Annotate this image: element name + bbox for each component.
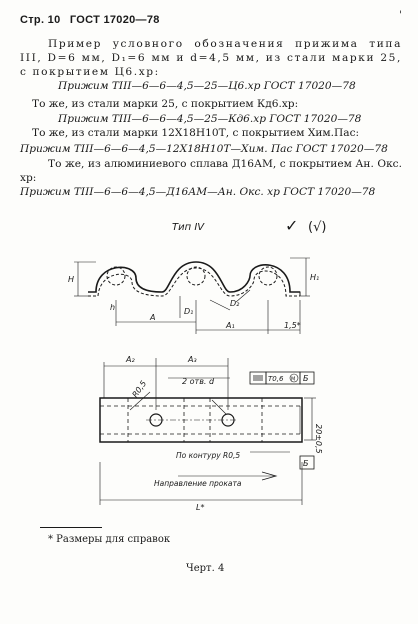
tolerance-value: T0,6 [268, 375, 284, 383]
datum-box-label: Б [303, 459, 309, 468]
paragraph-variant-4: То же, из алюминиевого сплава Д16АМ, с покрытием Ан. Окс. хр: [20, 158, 402, 184]
holes-note: 2 отв. d [182, 377, 215, 386]
dim-D1: D₁ [184, 307, 194, 316]
plan-hidden-lines [100, 398, 302, 442]
rolling-direction: Направление проката [154, 479, 242, 488]
roughness-note: (√) [308, 220, 327, 235]
contour-note: По контуру R0,5 [176, 451, 241, 460]
dim-1-5: 1,5* [284, 321, 301, 330]
dim-A: A [150, 313, 156, 322]
dim-A1: A₁ [226, 321, 235, 330]
dim-A3: A₃ [188, 355, 197, 364]
type-label: Тип IV [172, 222, 205, 233]
plan-outline [100, 398, 302, 442]
paragraph-variant-2: То же, из стали марки 25, с покрытием Кд6.хр: [32, 98, 299, 110]
dim-L: L* [196, 503, 205, 512]
roughness-mark: ✓ [285, 216, 299, 235]
designation-2: Прижим ТIII—6—6—4,5—25—Кд6.хр ГОСТ 17020—78 [58, 113, 362, 125]
dim-R: R0,5 [130, 379, 149, 400]
page-number: Стр. 10 [20, 14, 61, 26]
dim-A2: A₂ [126, 355, 135, 364]
footnote-rule [40, 527, 102, 528]
designation-3: Прижим ТIII—6—6—4,5—12Х18Н10Т—Хим. Пас ГОСТ 17020—78 [20, 143, 388, 155]
corner-mark: ' [399, 10, 402, 21]
paragraph-variant-3: То же, из стали марки 12Х18Н10Т, с покрытием Хим.Пас: [32, 127, 360, 139]
footnote: * Размеры для справок [48, 534, 171, 545]
tolerance-mod: M [291, 376, 296, 383]
designation-4: Прижим ТIII—6—6—4,5—Д16АМ—Ан. Окс. хр ГОСТ 17020—78 [20, 186, 376, 198]
clamp-profile [88, 262, 300, 296]
tolerance-datum: Б [303, 374, 309, 383]
dim-D2: D₂ [230, 299, 240, 308]
designation-1: Прижим ТIII—6—6—4,5—25—Ц6.хр ГОСТ 17020—78 [58, 80, 356, 92]
dim-H1: H₁ [310, 273, 320, 282]
standard-code: ГОСТ 17020—78 [69, 14, 160, 26]
dim-width: 20±0,5 [314, 424, 323, 454]
dim-h: h [110, 303, 116, 312]
paragraph-example-intro: Пример условного обозначения прижима типа III, D=6 мм, D₁=6 мм и d=4,5 мм, из стали марки 25, с покрытием Ц6.хр: [20, 38, 402, 78]
figure-caption: Черт. 4 [186, 563, 225, 574]
dim-H: H [68, 275, 75, 284]
